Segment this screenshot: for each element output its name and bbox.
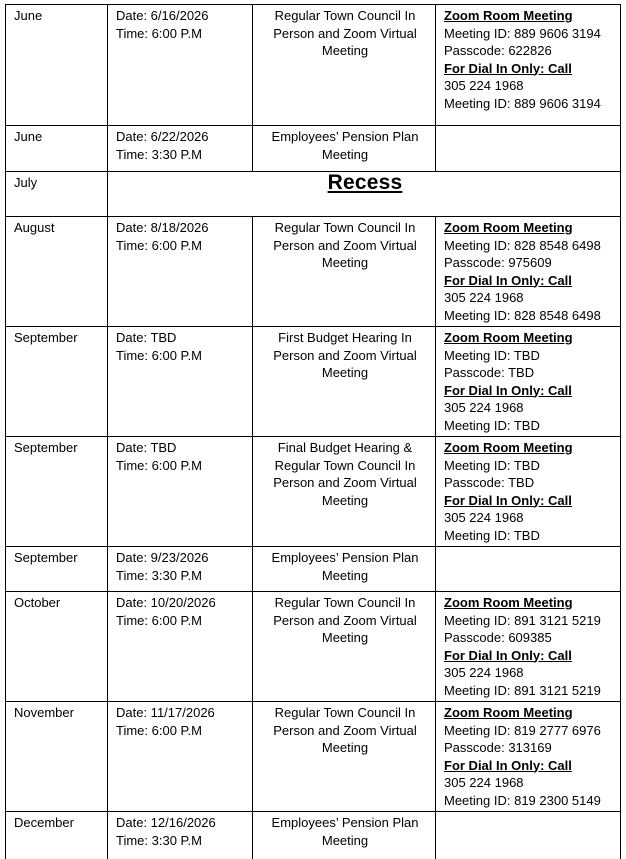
datetime-cell	[108, 547, 253, 592]
zoom-heading-line: Zoom Room Meeting	[444, 595, 573, 610]
datetime-cell	[108, 702, 253, 812]
time-text: Time: 3:30 P.M	[116, 146, 202, 162]
time-text: Time: 3:30 P.M	[116, 832, 202, 848]
date-text: Date: 11/17/2026	[116, 705, 215, 720]
zoom-details-cell	[436, 327, 621, 437]
zoom-heading-line: For Dial In Only: Call	[444, 60, 572, 76]
table-row	[6, 547, 621, 592]
zoom-detail-line: Meeting ID: TBD	[444, 417, 540, 433]
meeting-schedule-table	[5, 4, 621, 859]
recess-cell	[108, 172, 621, 217]
zoom-details-cell	[436, 126, 621, 172]
zoom-heading-line: Zoom Room Meeting	[444, 8, 573, 23]
zoom-detail-line: Meeting ID: 891 3121 5219	[444, 612, 601, 628]
month-cell: September	[6, 327, 108, 437]
zoom-detail-line: Meeting ID: 828 8548 6498	[444, 307, 601, 323]
zoom-detail-line: 305 224 1968	[444, 78, 524, 93]
zoom-heading-line: Zoom Room Meeting	[444, 330, 573, 345]
zoom-detail-line: 305 224 1968	[444, 775, 524, 790]
zoom-heading-line: For Dial In Only: Call	[444, 272, 572, 288]
table-row	[6, 327, 621, 437]
table-row	[6, 592, 621, 702]
zoom-detail-line: Meeting ID: 891 3121 5219	[444, 682, 601, 698]
time-text: Time: 6:00 P.M	[116, 612, 202, 628]
zoom-details-cell	[436, 217, 621, 327]
time-text: Time: 3:30 P.M	[116, 567, 202, 583]
month-cell: September	[6, 437, 108, 547]
time-text: Time: 6:00 P.M	[116, 25, 202, 41]
date-text: Date: 12/16/2026	[116, 815, 216, 830]
zoom-detail-line: Meeting ID: TBD	[444, 457, 540, 473]
meeting-title-cell: Employees’ Pension Plan Meeting	[253, 547, 436, 592]
meeting-title-cell: Regular Town Council In Person and Zoom Virtual Meeting	[253, 592, 436, 702]
month-cell: October	[6, 592, 108, 702]
zoom-details-cell	[436, 812, 621, 859]
zoom-detail-line: Passcode: 975609	[444, 255, 552, 270]
date-text: Date: TBD	[116, 330, 177, 345]
zoom-heading-line: For Dial In Only: Call	[444, 647, 572, 663]
table-row	[6, 126, 621, 172]
table-row	[6, 5, 621, 126]
zoom-heading-line: Zoom Room Meeting	[444, 705, 573, 720]
meeting-title-cell: Employees’ Pension Plan Meeting	[253, 126, 436, 172]
table-row	[6, 217, 621, 327]
month-cell: November	[6, 702, 108, 812]
time-text: Time: 6:00 P.M	[116, 457, 202, 473]
month-cell: July	[6, 172, 108, 217]
zoom-heading-line: For Dial In Only: Call	[444, 492, 572, 508]
time-text: Time: 6:00 P.M	[116, 347, 202, 363]
time-text: Time: 6:00 P.M	[116, 722, 202, 738]
zoom-detail-line: 305 224 1968	[444, 510, 524, 525]
zoom-heading-line: For Dial In Only: Call	[444, 382, 572, 398]
datetime-cell	[108, 126, 253, 172]
table-row	[6, 702, 621, 812]
zoom-heading-line: Zoom Room Meeting	[444, 440, 573, 455]
meeting-title-cell: Regular Town Council In Person and Zoom Virtual Meeting	[253, 217, 436, 327]
month-cell: December	[6, 812, 108, 859]
recess-label: Recess	[327, 171, 403, 194]
month-cell: August	[6, 217, 108, 327]
table-row	[6, 172, 621, 217]
datetime-cell	[108, 327, 253, 437]
datetime-cell	[108, 437, 253, 547]
date-text: Date: TBD	[116, 440, 177, 455]
zoom-heading-line: For Dial In Only: Call	[444, 757, 572, 773]
zoom-detail-line: 305 224 1968	[444, 400, 524, 415]
schedule-table-body	[6, 5, 621, 859]
datetime-cell	[108, 217, 253, 327]
zoom-detail-line: Meeting ID: 889 9606 3194	[444, 95, 601, 111]
zoom-details-cell	[436, 437, 621, 547]
time-text: Time: 6:00 P.M	[116, 237, 202, 253]
zoom-detail-line: Meeting ID: TBD	[444, 527, 540, 543]
zoom-heading-line: Zoom Room Meeting	[444, 220, 573, 235]
zoom-details-cell	[436, 702, 621, 812]
meeting-title-cell: Final Budget Hearing & Regular Town Council In Person and Zoom Virtual Meeting	[253, 437, 436, 547]
zoom-detail-line: Passcode: 313169	[444, 740, 552, 755]
month-cell: September	[6, 547, 108, 592]
datetime-cell	[108, 592, 253, 702]
zoom-details-cell	[436, 592, 621, 702]
meeting-title-cell: Regular Town Council In Person and Zoom Virtual Meeting	[253, 702, 436, 812]
zoom-detail-line: Meeting ID: 828 8548 6498	[444, 237, 601, 253]
month-cell: June	[6, 126, 108, 172]
zoom-detail-line: Meeting ID: 889 9606 3194	[444, 25, 601, 41]
table-row	[6, 812, 621, 859]
date-text: Date: 9/23/2026	[116, 550, 209, 565]
zoom-detail-line: Meeting ID: 819 2777 6976	[444, 722, 601, 738]
zoom-detail-line: Passcode: 622826	[444, 43, 552, 58]
zoom-details-cell	[436, 547, 621, 592]
table-row	[6, 437, 621, 547]
meeting-title-cell: First Budget Hearing In Person and Zoom Virtual Meeting	[253, 327, 436, 437]
date-text: Date: 10/20/2026	[116, 595, 216, 610]
datetime-cell	[108, 812, 253, 859]
zoom-detail-line: Passcode: TBD	[444, 365, 535, 380]
date-text: Date: 6/16/2026	[116, 8, 209, 23]
date-text: Date: 6/22/2026	[116, 129, 209, 144]
zoom-detail-line: Passcode: 609385	[444, 630, 552, 645]
date-text: Date: 8/18/2026	[116, 220, 209, 235]
zoom-detail-line: Meeting ID: 819 2300 5149	[444, 792, 601, 808]
zoom-detail-line: Passcode: TBD	[444, 475, 535, 490]
meeting-title-cell: Employees’ Pension Plan Meeting	[253, 812, 436, 859]
zoom-detail-line: 305 224 1968	[444, 290, 524, 305]
zoom-detail-line: 305 224 1968	[444, 665, 524, 680]
meeting-title-cell: Regular Town Council In Person and Zoom Virtual Meeting	[253, 5, 436, 126]
datetime-cell	[108, 5, 253, 126]
month-cell: June	[6, 5, 108, 126]
zoom-detail-line: Meeting ID: TBD	[444, 347, 540, 363]
zoom-details-cell	[436, 5, 621, 126]
